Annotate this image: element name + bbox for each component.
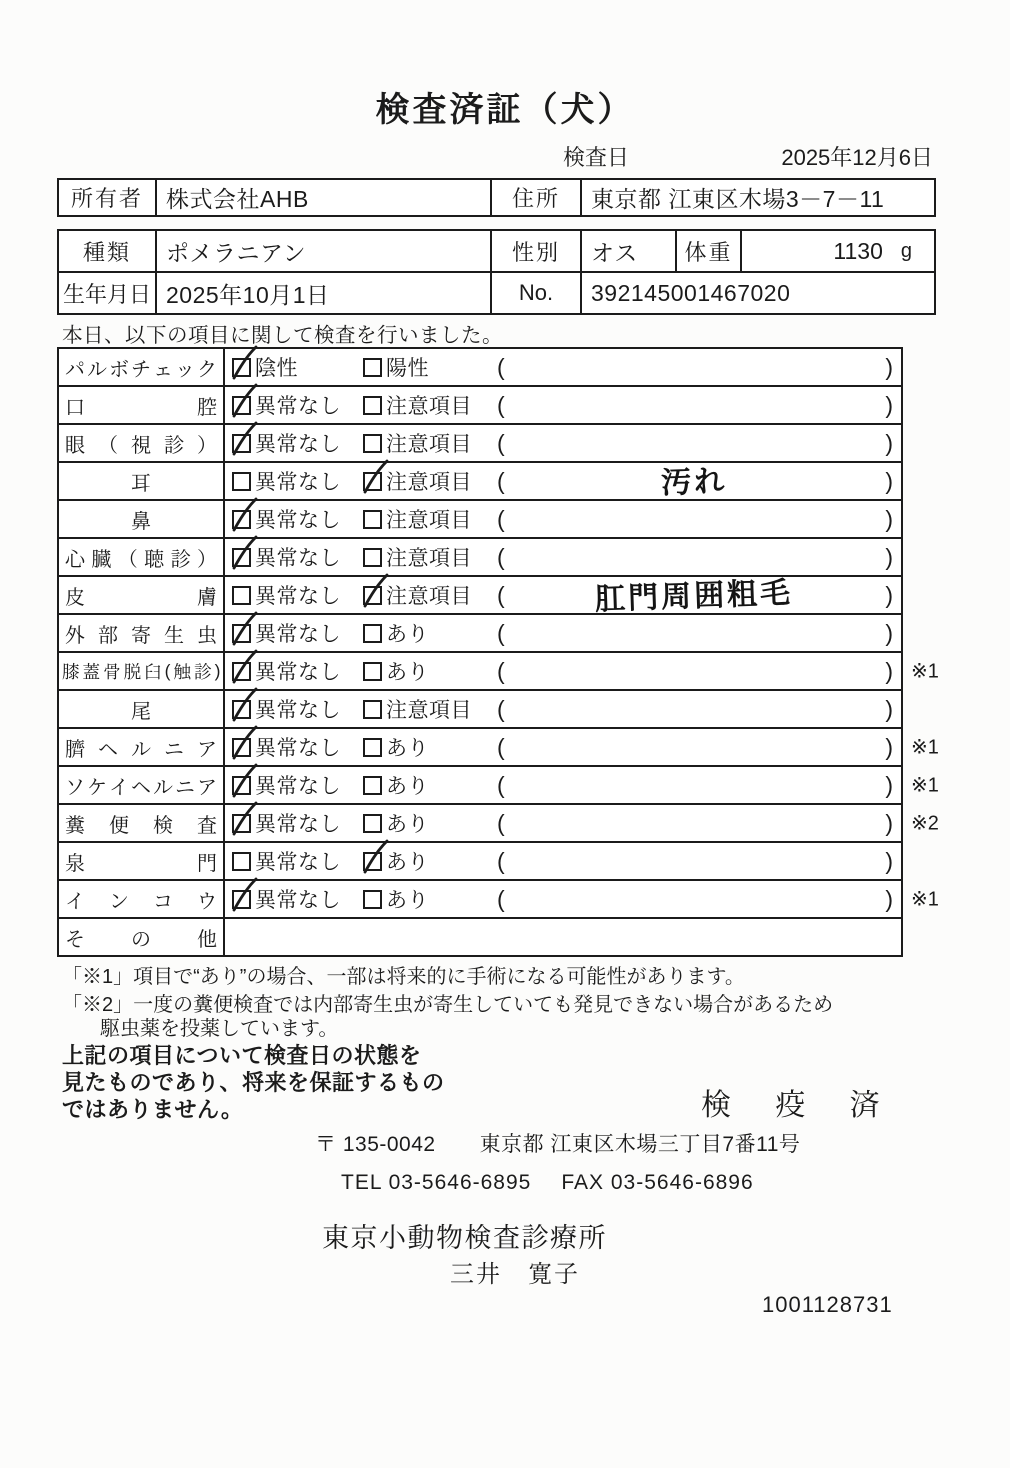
check-mark-icon [229,688,261,724]
exam-item-label: 臍 ヘ ル ニ ア [59,729,225,765]
birthdate-value: 2025年10月1日 [157,273,492,313]
check-mark-icon [229,612,261,648]
handwritten-note: 汚れ [660,464,728,501]
exam-item-label: パ ル ボ チ ェ ッ ク [59,349,225,385]
option-2 [363,504,497,534]
quarantine-stamp: 検 疫 済 [701,1089,898,1122]
option1-label: 異常なし [255,813,341,836]
exam-row-options [225,349,901,385]
option1-label: 異常なし [255,623,341,646]
paren-close: ) [885,809,893,836]
option2-checkbox [363,776,382,795]
option1-checkbox [232,776,251,795]
exam-item-label: ソ ケ イ ヘ ル ニ ア [59,767,225,803]
footnote-ref: ※1 [911,736,939,759]
check-mark-icon [360,574,392,610]
address-label: 住所 [492,180,582,215]
option-2 [363,352,497,382]
no-label: No. [492,273,582,313]
exam-row-options [225,653,901,689]
option-1 [225,428,363,458]
option-2 [363,580,497,610]
option1-checkbox [232,738,251,757]
inspection-date-row [563,141,933,172]
address-value: 東京都 江東区木場3－7－11 [591,186,885,212]
option1-label: 異常なし [255,471,341,494]
option2-label: あり [386,775,429,798]
paren-open: ( [497,543,505,570]
exam-row-options [225,501,901,537]
footnote-ref: ※2 [911,812,939,835]
footnote-2-line2: 駆虫薬を投薬しています。 [100,1018,339,1040]
exam-row-options [225,843,901,879]
option1-checkbox [232,472,251,491]
fax-number: FAX 03-5646-6896 [561,1171,754,1194]
option-2 [363,390,497,420]
option1-checkbox [232,548,251,567]
option2-checkbox [363,358,382,377]
remarks-field [497,463,901,499]
tel-number: TEL 03-5646-6895 [341,1171,532,1194]
exam-row [59,841,901,879]
remarks-field [497,653,901,689]
exam-item-label: 鼻 [59,501,225,537]
option-1 [225,770,363,800]
exam-item-label: 眼 （ 視 診 ） [59,425,225,461]
exam-row [59,765,939,803]
option-2 [363,694,497,724]
exam-row-options [225,805,901,841]
pet-info-row-2 [59,271,934,313]
exam-row-options [225,463,901,499]
check-mark-icon [229,726,261,762]
remarks-field [497,767,901,803]
exam-item-label: 糞 便 検 査 [59,805,225,841]
check-mark-icon [229,650,261,686]
paren-close: ) [885,771,893,798]
exam-row-options [225,729,901,765]
exam-row [59,727,939,765]
contact-row [341,1171,754,1195]
check-mark-icon [229,878,261,914]
footnote-ref: ※1 [911,774,939,797]
paren-close: ) [885,657,893,684]
exam-row-options [225,881,901,917]
option2-checkbox [363,700,382,719]
check-mark-icon [229,802,261,838]
sex-label: 性別 [492,231,582,271]
exam-item-label: 外 部 寄 生 虫 [59,615,225,651]
remarks-field [497,387,901,423]
exam-item-label: 尾 [59,691,225,727]
option-2 [363,884,497,914]
option1-checkbox [232,586,251,605]
exam-row [59,575,901,617]
option2-checkbox [363,510,382,529]
option-1 [225,390,363,420]
option2-checkbox [363,662,382,681]
option-1 [225,884,363,914]
option1-checkbox [232,890,251,909]
option1-checkbox [232,358,251,377]
option1-checkbox [232,700,251,719]
option-1 [225,504,363,534]
option2-label: 陽性 [386,357,429,380]
paren-open: ( [497,467,505,494]
option1-checkbox [232,852,251,871]
exam-row-options [225,615,901,651]
option2-label: 注意項目 [386,471,472,494]
option1-checkbox [232,434,251,453]
sex-value: オス [582,231,677,271]
disclaimer-line-1: 上記の項目について検査日の状態を [62,1043,422,1068]
option-1 [225,580,363,610]
option2-label: あり [386,661,429,684]
option2-label: 注意項目 [386,585,472,608]
paren-close: ) [885,733,893,760]
footnote-ref: ※1 [911,660,939,683]
option-1 [225,732,363,762]
paren-open: ( [497,657,505,684]
option2-checkbox [363,624,382,643]
exam-row [59,651,939,689]
paren-open: ( [497,847,505,874]
option2-label: あり [386,737,429,760]
option1-label: 異常なし [255,889,341,912]
option2-checkbox [363,396,382,415]
option2-checkbox [363,472,382,491]
clinic-address-row [315,1128,800,1158]
clinic-address: 東京都 江東区木場三丁目7番11号 [479,1133,801,1156]
paren-close: ) [885,505,893,532]
exam-item-label: 膝 蓋 骨 脱 臼 ( 触 診 ) [59,653,225,689]
option-1 [225,352,363,382]
owner-value: 株式会社AHB [157,180,492,215]
paren-close: ) [885,429,893,456]
option1-label: 異常なし [255,585,341,608]
option1-label: 異常なし [255,433,341,456]
option-2 [363,618,497,648]
exam-row [59,689,901,727]
option2-checkbox [363,890,382,909]
remarks-field [497,349,901,385]
option-2 [363,466,497,496]
paren-open: ( [497,885,505,912]
paren-open: ( [497,391,505,418]
option1-label: 異常なし [255,851,341,874]
option-2 [363,808,497,838]
owner-label: 所有者 [59,180,157,215]
option1-label: 異常なし [255,395,341,418]
paren-open: ( [497,581,505,608]
footnote-1: 「※1」項目で“あり”の場合、一部は将来的に手術になる可能性があります。 [62,966,745,988]
exam-row [59,385,901,423]
exam-row-options [225,691,901,727]
check-mark-icon [360,460,392,496]
option2-checkbox [363,814,382,833]
pet-info-table [57,229,936,315]
paren-close: ) [885,467,893,494]
inspection-date-value: 2025年12月6日 [781,145,933,170]
option-2 [363,770,497,800]
option2-label: あり [386,889,429,912]
option-1 [225,656,363,686]
weight-value: 1130 [833,237,883,264]
paren-close: ) [885,391,893,418]
paren-close: ) [885,353,893,380]
check-mark-icon [360,840,392,876]
check-mark-icon [229,498,261,534]
exam-row [59,803,939,841]
option2-label: あり [386,851,429,874]
exam-row-options [225,576,901,617]
paren-open: ( [497,429,505,456]
option2-checkbox [363,548,382,567]
option1-label: 陰性 [255,357,298,380]
paren-open: ( [497,809,505,836]
disclaimer-line-2: 見たものであり、将来を保証するもの [62,1070,445,1095]
option1-checkbox [232,624,251,643]
option-1 [225,542,363,572]
exam-item-label: そ の 他 [59,919,225,955]
option2-checkbox [363,738,382,757]
exam-table [57,347,939,957]
document-number: 1001128731 [762,1292,893,1317]
option-1 [225,808,363,838]
check-mark-icon [229,422,261,458]
check-mark-icon [229,536,261,572]
remarks-field [497,843,901,879]
pet-info-row-1 [59,231,934,271]
exam-item-label: 泉 門 [59,843,225,879]
option2-label: あり [386,623,429,646]
option-2 [363,656,497,686]
postal-code: 〒 135-0042 [315,1133,436,1156]
option2-checkbox [363,586,382,605]
exam-item-label: 耳 [59,463,225,499]
exam-item-label: 口 腔 [59,387,225,423]
exam-row-options [225,767,901,803]
paren-open: ( [497,771,505,798]
option1-label: 異常なし [255,737,341,760]
check-mark-icon [229,346,261,382]
examiner-name: 三井 寛子 [450,1261,580,1288]
disclaimer-line-3: ではありません。 [62,1097,244,1122]
option1-checkbox [232,510,251,529]
option2-checkbox [363,434,382,453]
option1-label: 異常なし [255,699,341,722]
exam-row [59,917,901,955]
paren-open: ( [497,505,505,532]
exam-row [59,499,901,537]
birthdate-label: 生年月日 [59,273,157,313]
option-1 [225,846,363,876]
paren-close: ) [885,847,893,874]
paren-close: ) [885,619,893,646]
exam-row [59,879,939,917]
paren-close: ) [885,581,893,608]
option-2 [363,732,497,762]
footnote-ref: ※1 [911,888,939,911]
exam-row [59,613,901,651]
option1-label: 異常なし [255,775,341,798]
footnote-2-line1: 「※2」一度の糞便検査では内部寄生虫が寄生していても発見できない場合があるため [62,994,834,1016]
remarks-field [497,691,901,727]
exam-item-label: イ ン コ ウ [59,881,225,917]
paren-open: ( [497,733,505,760]
option1-checkbox [232,396,251,415]
remarks-field [497,615,901,651]
clinic-name: 東京小動物検査診療所 [322,1223,607,1253]
intro-text: 本日、以下の項目に関して検査を行いました。 [62,324,503,347]
option-2 [363,846,497,876]
no-value: 392145001467020 [591,279,791,306]
exam-row [59,349,901,385]
owner-info-table [57,178,936,217]
option-1 [225,466,363,496]
handwritten-note: 肛門周囲粗毛 [594,576,794,617]
option2-checkbox [363,852,382,871]
weight-unit: g [900,239,912,262]
exam-item-label: 皮 膚 [59,577,225,613]
check-mark-icon [229,764,261,800]
paren-open: ( [497,695,505,722]
inspection-date-label: 検査日 [563,145,630,170]
weight-value-cell [742,231,934,271]
option2-label: 注意項目 [386,699,472,722]
option2-label: 注意項目 [386,433,472,456]
paren-open: ( [497,619,505,646]
remarks-field [497,805,901,841]
remarks-field [497,729,901,765]
option2-label: あり [386,813,429,836]
disclaimer-text [62,1042,482,1123]
exam-row-options [225,387,901,423]
exam-row [59,461,901,499]
weight-label: 体重 [677,231,742,271]
option1-label: 異常なし [255,547,341,570]
check-mark-icon [229,384,261,420]
page-title: 検査済証（犬） [375,91,635,129]
option-1 [225,618,363,648]
option2-label: 注意項目 [386,395,472,418]
breed-value: ポメラニアン [157,231,492,271]
option-1 [225,694,363,724]
option1-checkbox [232,662,251,681]
paren-close: ) [885,543,893,570]
option1-label: 異常なし [255,661,341,684]
option-2 [363,428,497,458]
breed-label: 種類 [59,231,157,271]
remarks-field [497,576,901,617]
option-2 [363,542,497,572]
paren-close: ) [885,695,893,722]
remarks-field [497,501,901,537]
option1-checkbox [232,814,251,833]
option2-label: 注意項目 [386,509,472,532]
remarks-field [497,881,901,917]
paren-close: ) [885,885,893,912]
exam-item-label: 心 臓 （ 聴 診 ） [59,539,225,575]
option2-label: 注意項目 [386,547,472,570]
option1-label: 異常なし [255,509,341,532]
paren-open: ( [497,353,505,380]
exam-row-options [225,919,901,955]
